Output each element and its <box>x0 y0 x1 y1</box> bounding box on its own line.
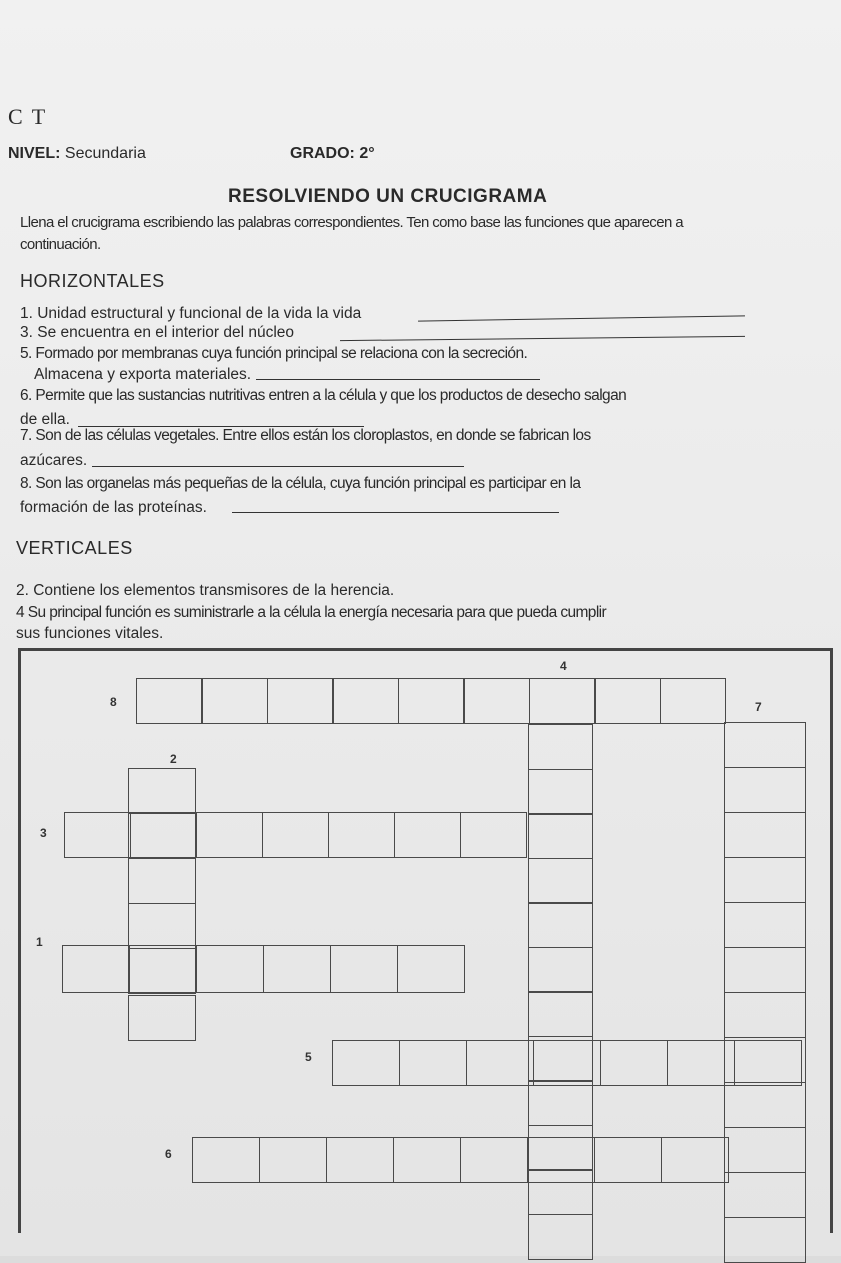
cell-3-4[interactable] <box>262 812 329 858</box>
cell-7-5[interactable] <box>724 902 806 948</box>
clue-8-line2: formación de las proteínas. <box>20 499 207 516</box>
cell-2-4[interactable] <box>128 903 196 949</box>
cell-8-1[interactable] <box>136 678 202 724</box>
clue-4-line2: sus funciones vitales. <box>16 625 164 642</box>
cell-7-10[interactable] <box>724 1127 806 1173</box>
cell-4-7[interactable] <box>528 991 593 1037</box>
cell-4-5[interactable] <box>528 902 593 948</box>
cell-8-9[interactable] <box>660 678 726 724</box>
verticales-heading: VERTICALES <box>16 538 133 558</box>
cell-5-6[interactable] <box>667 1040 735 1086</box>
cell-8-2[interactable] <box>202 678 268 724</box>
clue-7-line2: azúcares. <box>20 452 88 469</box>
cell-5-1[interactable] <box>332 1040 400 1086</box>
cell-1-4[interactable] <box>263 945 331 993</box>
cell-7-1[interactable] <box>724 722 806 768</box>
number-2: 2 <box>170 752 177 766</box>
cell-8-3[interactable] <box>267 678 333 724</box>
cell-4-12[interactable] <box>528 1214 593 1260</box>
cell-6-4[interactable] <box>393 1137 461 1183</box>
cell-3-7[interactable] <box>460 812 527 858</box>
cell-2-3[interactable] <box>128 858 196 904</box>
cell-7-12[interactable] <box>724 1217 806 1263</box>
cell-4-4[interactable] <box>528 858 593 904</box>
cell-6-3[interactable] <box>326 1137 394 1183</box>
cell-1-5[interactable] <box>330 945 398 993</box>
cell-4-9[interactable] <box>528 1080 593 1126</box>
cell-7-3[interactable] <box>724 812 806 858</box>
cell-8-5[interactable] <box>398 678 464 724</box>
cell-4-1[interactable] <box>528 724 593 770</box>
horizontales-heading: HORIZONTALES <box>20 271 165 291</box>
clue-3: 3. Se encuentra en el interior del núcleo <box>20 324 295 341</box>
nivel-value: Secundaria <box>64 145 146 162</box>
cell-1-1[interactable] <box>62 945 130 993</box>
clue-1: 1. Unidad estructural y funcional de la vida la vida <box>20 305 362 322</box>
cell-6-5[interactable] <box>460 1137 528 1183</box>
number-3: 3 <box>40 826 47 840</box>
cell-6-7[interactable] <box>594 1137 662 1183</box>
clue-6-line2: de ella. <box>20 411 70 428</box>
cell-8-4[interactable] <box>333 678 399 724</box>
cell-5-2[interactable] <box>399 1040 467 1086</box>
cell-3-1[interactable] <box>64 812 131 858</box>
grado-value: 2° <box>359 145 375 162</box>
cell-3-5[interactable] <box>328 812 395 858</box>
number-4: 4 <box>560 659 567 673</box>
cell-7-4[interactable] <box>724 857 806 903</box>
answer-line-1[interactable] <box>418 315 745 321</box>
cell-6-6[interactable] <box>527 1137 595 1183</box>
cell-5-4[interactable] <box>533 1040 601 1086</box>
cell-8-6[interactable] <box>464 678 530 724</box>
cell-6-2[interactable] <box>259 1137 327 1183</box>
cell-5-3[interactable] <box>466 1040 534 1086</box>
cell-7-9[interactable] <box>724 1082 806 1128</box>
answer-line-3[interactable] <box>340 336 745 341</box>
clue-5-line1: 5. Formado por membranas cuya función principal se relaciona con la secreción. <box>20 345 528 362</box>
cell-4-2[interactable] <box>528 769 593 815</box>
number-6: 6 <box>165 1147 172 1161</box>
cell-1-6[interactable] <box>397 945 465 993</box>
cell-6-8[interactable] <box>661 1137 729 1183</box>
number-5: 5 <box>305 1050 312 1064</box>
clue-2: 2. Contiene los elementos transmisores de la herencia. <box>16 582 395 599</box>
cell-3-3[interactable] <box>196 812 263 858</box>
cell-3-2[interactable] <box>130 812 197 858</box>
cell-1-3[interactable] <box>196 945 264 993</box>
cell-8-7[interactable] <box>529 678 595 724</box>
number-7: 7 <box>755 700 762 714</box>
cell-6-1[interactable] <box>192 1137 260 1183</box>
nivel-label: NIVEL: <box>8 145 61 162</box>
clue-5-line2: Almacena y exporta materiales. <box>34 366 252 383</box>
clue-6-line1: 6. Permite que las sustancias nutritivas entren a la célula y que los productos de desecho salgan <box>20 387 627 404</box>
cell-7-7[interactable] <box>724 992 806 1038</box>
clue-8-line1: 8. Son las organelas más pequeñas de la célula, cuya función principal es participar en la <box>20 475 581 492</box>
cell-4-6[interactable] <box>528 947 593 993</box>
subject-code: C T <box>8 104 48 129</box>
clue-4-line1: 4 Su principal función es suministrarle a la célula la energía necesaria para que pueda cumplir <box>16 604 607 621</box>
answer-line-7[interactable] <box>92 466 464 467</box>
cell-2-1[interactable] <box>128 768 196 814</box>
number-8: 8 <box>110 695 117 709</box>
cell-5-7[interactable] <box>734 1040 802 1086</box>
answer-line-8[interactable] <box>232 512 559 513</box>
cell-7-2[interactable] <box>724 767 806 813</box>
cell-5-5[interactable] <box>600 1040 668 1086</box>
cell-7-6[interactable] <box>724 947 806 993</box>
cell-3-6[interactable] <box>394 812 461 858</box>
answer-line-5[interactable] <box>256 379 540 380</box>
number-1: 1 <box>36 935 43 949</box>
cell-7-11[interactable] <box>724 1172 806 1218</box>
nivel-line <box>8 146 146 162</box>
cell-4-3[interactable] <box>528 813 593 859</box>
page-title: RESOLVIENDO UN CRUCIGRAMA <box>228 186 548 207</box>
cell-8-8[interactable] <box>595 678 661 724</box>
instructions-text: Llena el crucigrama escribiendo las palabras correspondientes. Ten como base las funciones que aparecen a continuación. <box>20 214 683 253</box>
cell-2-6[interactable] <box>128 995 196 1041</box>
clue-7-line1: 7. Son de las células vegetales. Entre ellos están los cloroplastos, en donde se fabrican los <box>20 427 591 444</box>
grado-label: GRADO: <box>290 145 355 162</box>
grado-line <box>290 146 375 162</box>
cell-1-2[interactable] <box>129 945 197 993</box>
